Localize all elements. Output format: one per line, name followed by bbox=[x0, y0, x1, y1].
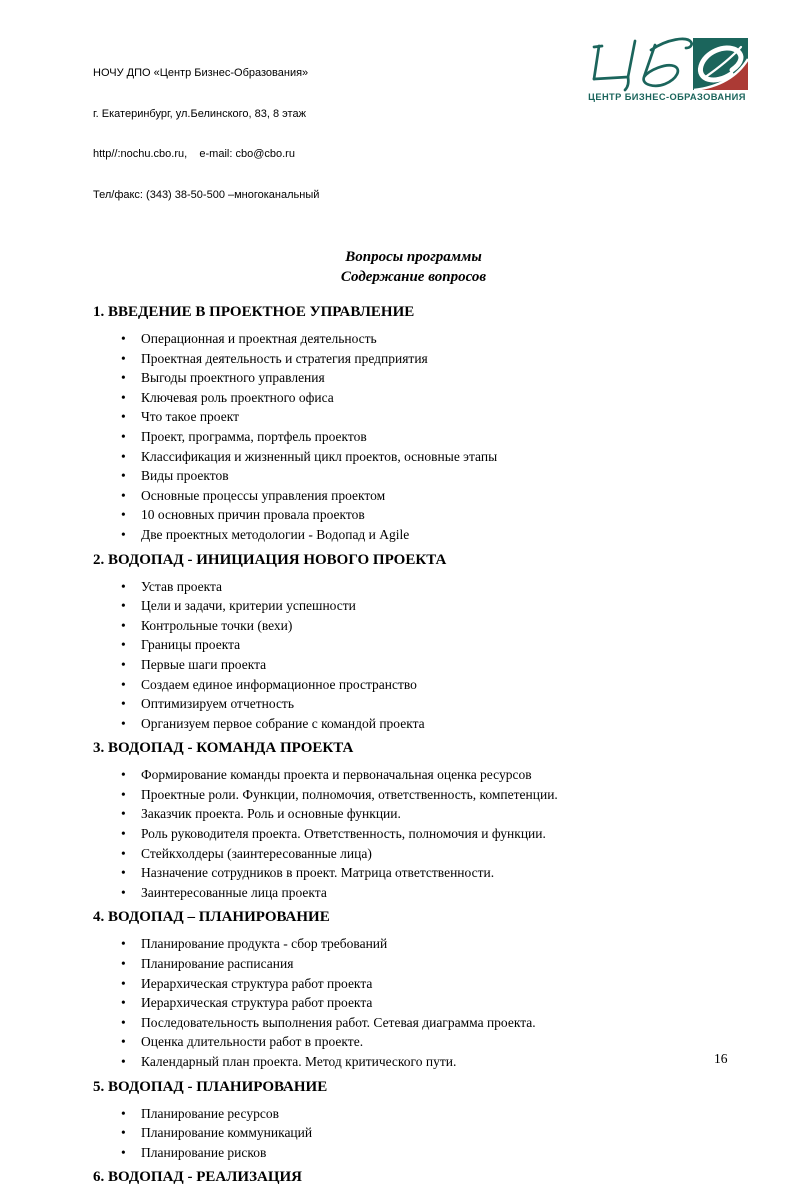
topic-text: Две проектных методологии - Водопад и Agile bbox=[141, 526, 410, 542]
topic-text: Планирование коммуникаций bbox=[141, 1125, 313, 1141]
program-section bbox=[93, 908, 734, 1071]
topic-item bbox=[93, 655, 734, 675]
topic-item bbox=[93, 1013, 734, 1033]
bullet-icon: • bbox=[121, 1014, 126, 1030]
topic-text: Виды проектов bbox=[141, 468, 229, 484]
bullet-icon: • bbox=[121, 331, 126, 346]
title-line-2: Содержание вопросов bbox=[340, 268, 487, 285]
section-topics bbox=[93, 329, 734, 545]
topic-item bbox=[93, 694, 734, 714]
section-topics bbox=[93, 934, 734, 1071]
topic-text: Что такое проект bbox=[141, 409, 239, 425]
bullet-icon: • bbox=[121, 865, 126, 881]
topic-text: Создаем единое информационное пространство bbox=[141, 676, 417, 692]
bullet-icon: • bbox=[121, 428, 126, 444]
document-title bbox=[93, 248, 734, 287]
topic-text: Планирование рисков bbox=[141, 1144, 267, 1160]
bullet-icon: • bbox=[121, 487, 126, 503]
bullet-icon: • bbox=[121, 975, 126, 991]
bullet-icon: • bbox=[121, 656, 126, 672]
topic-item bbox=[93, 407, 734, 427]
bullet-icon: • bbox=[121, 350, 126, 366]
bullet-icon: • bbox=[121, 370, 126, 386]
topic-text: Планирование ресурсов bbox=[141, 1105, 279, 1121]
topic-item bbox=[93, 1104, 734, 1124]
topic-item bbox=[93, 466, 734, 486]
page-number: 16 bbox=[714, 1051, 728, 1066]
company-logo bbox=[583, 33, 751, 102]
topic-text: Ключевая роль проектного офиса bbox=[141, 389, 334, 405]
topic-text: Устав проекта bbox=[141, 578, 223, 594]
topic-item bbox=[93, 993, 734, 1013]
section-heading: 6. ВОДОПАД - РЕАЛИЗАЦИЯ bbox=[93, 1169, 302, 1186]
section-heading: 4. ВОДОПАД – ПЛАНИРОВАНИЕ bbox=[93, 909, 330, 926]
company-address: г. Екатеринбург, ул.Белинского, 83, 8 этаж bbox=[93, 107, 306, 120]
topic-text: Иерархическая структура работ проекта bbox=[141, 975, 373, 991]
topic-text: Границы проекта bbox=[141, 637, 241, 653]
topic-item bbox=[93, 577, 734, 597]
bullet-icon: • bbox=[121, 448, 126, 464]
bullet-icon: • bbox=[121, 696, 126, 712]
topic-item bbox=[93, 616, 734, 636]
bullet-icon: • bbox=[121, 507, 126, 523]
topic-text: Первые шаги проекта bbox=[141, 656, 267, 672]
topic-text: Проект, программа, портфель проектов bbox=[141, 428, 367, 444]
topic-item bbox=[93, 329, 734, 349]
bullet-icon: • bbox=[121, 389, 126, 405]
topic-item bbox=[93, 1143, 734, 1163]
bullet-icon: • bbox=[121, 1105, 126, 1121]
topic-item bbox=[93, 974, 734, 994]
topic-item bbox=[93, 596, 734, 616]
topic-text: Стейкхолдеры (заинтересованные лица) bbox=[141, 845, 372, 861]
section-topics bbox=[93, 765, 734, 902]
letterhead bbox=[93, 40, 746, 229]
company-name: НОЧУ ДПО «Центр Бизнес-Образования» bbox=[93, 67, 309, 79]
topic-item bbox=[93, 486, 734, 506]
topic-item bbox=[93, 785, 734, 805]
topic-text: Последовательность выполнения работ. Сетевая диаграмма проекта. bbox=[141, 1014, 536, 1030]
program-section bbox=[93, 1168, 734, 1187]
company-web-email: http//:nochu.cbo.ru, e-mail: cbo@cbo.ru bbox=[93, 148, 295, 160]
topic-item bbox=[93, 447, 734, 467]
topic-item bbox=[93, 1052, 734, 1072]
topic-text: Роль руководителя проекта. Ответственность, полномочия и функции. bbox=[141, 826, 546, 842]
topic-item bbox=[93, 505, 734, 525]
topic-item bbox=[93, 714, 734, 734]
bullet-icon: • bbox=[121, 676, 126, 692]
logo-caption: ЦЕНТР БИЗНЕС-ОБРАЗОВАНИЯ bbox=[588, 92, 746, 102]
bullet-icon: • bbox=[121, 1144, 126, 1160]
topic-item bbox=[93, 824, 734, 844]
topic-item bbox=[93, 883, 734, 903]
section-heading: 1. ВВЕДЕНИЕ В ПРОЕКТНОЕ УПРАВЛЕНИЕ bbox=[93, 304, 415, 320]
topic-item bbox=[93, 934, 734, 954]
topic-text: Иерархическая структура работ проекта bbox=[141, 995, 373, 1011]
section-heading: 3. ВОДОПАД - КОМАНДА ПРОЕКТА bbox=[93, 740, 354, 757]
topic-text: Планирование продукта - сбор требований bbox=[141, 936, 388, 952]
topic-text: Контрольные точки (вехи) bbox=[141, 617, 293, 633]
section-topics bbox=[93, 1104, 734, 1163]
topic-item bbox=[93, 844, 734, 864]
topic-text: Назначение сотрудников в проект. Матрица ответственности. bbox=[141, 865, 495, 881]
cbo-logo-icon bbox=[583, 33, 751, 91]
topic-text: Календарный план проекта. Метод критического пути. bbox=[141, 1054, 457, 1069]
topic-text: 10 основных причин провала проектов bbox=[141, 507, 365, 523]
topic-text: Организуем первое собрание с командой проекта bbox=[141, 715, 425, 731]
topic-text: Проектная деятельность и стратегия предприятия bbox=[141, 350, 428, 366]
topic-item bbox=[93, 954, 734, 974]
topic-text: Проектные роли. Функции, полномочия, ответственность, компетенции. bbox=[141, 786, 558, 802]
bullet-icon: • bbox=[121, 956, 126, 972]
topic-item bbox=[93, 675, 734, 695]
section-heading: 2. ВОДОПАД - ИНИЦИАЦИЯ НОВОГО ПРОЕКТА bbox=[93, 551, 447, 568]
topic-text: Оценка длительности работ в проекте. bbox=[141, 1034, 364, 1050]
program-section bbox=[93, 739, 734, 902]
bullet-icon: • bbox=[121, 786, 126, 802]
section-topics bbox=[93, 577, 734, 734]
topic-item bbox=[93, 368, 734, 388]
topic-item bbox=[93, 863, 734, 883]
bullet-icon: • bbox=[121, 806, 126, 822]
bullet-icon: • bbox=[121, 936, 126, 952]
topic-item bbox=[93, 525, 734, 545]
topic-item bbox=[93, 388, 734, 408]
program-section bbox=[93, 303, 734, 545]
program-section bbox=[93, 1078, 734, 1163]
topic-text: Операционная и проектная деятельность bbox=[141, 331, 377, 346]
topic-text: Основные процессы управления проектом bbox=[141, 487, 386, 503]
topic-text: Оптимизируем отчетность bbox=[141, 696, 294, 712]
bullet-icon: • bbox=[121, 526, 126, 542]
topic-text: Заинтересованные лица проекта bbox=[141, 884, 327, 900]
bullet-icon: • bbox=[121, 598, 126, 614]
topic-item bbox=[93, 349, 734, 369]
bullet-icon: • bbox=[121, 826, 126, 842]
topic-item bbox=[93, 427, 734, 447]
bullet-icon: • bbox=[121, 409, 126, 425]
bullet-icon: • bbox=[121, 995, 126, 1011]
topic-text: Выгоды проектного управления bbox=[141, 370, 325, 386]
topic-text: Заказчик проекта. Роль и основные функции. bbox=[141, 806, 401, 822]
bullet-icon: • bbox=[121, 767, 126, 783]
bullet-icon: • bbox=[121, 1125, 126, 1141]
topic-item bbox=[93, 804, 734, 824]
bullet-icon: • bbox=[121, 468, 126, 484]
company-phone: Тел/факс: (343) 38-50-500 –многоканальный bbox=[93, 188, 320, 201]
bullet-icon: • bbox=[121, 578, 126, 594]
bullet-icon: • bbox=[121, 1034, 126, 1050]
topic-item bbox=[93, 1032, 734, 1052]
program-section bbox=[93, 551, 734, 734]
bullet-icon: • bbox=[121, 884, 126, 900]
bullet-icon: • bbox=[121, 845, 126, 861]
topic-text: Цели и задачи, критерии успешности bbox=[141, 598, 356, 614]
bullet-icon: • bbox=[121, 1054, 126, 1069]
title-line-1: Вопросы программы bbox=[345, 249, 482, 265]
section-heading: 5. ВОДОПАД - ПЛАНИРОВАНИЕ bbox=[93, 1078, 328, 1095]
topic-text: Классификация и жизненный цикл проектов, основные этапы bbox=[141, 448, 498, 464]
topic-text: Формирование команды проекта и первоначальная оценка ресурсов bbox=[141, 767, 532, 783]
topic-text: Планирование расписания bbox=[141, 956, 294, 972]
bullet-icon: • bbox=[121, 715, 126, 731]
topic-item bbox=[93, 635, 734, 655]
bullet-icon: • bbox=[121, 637, 126, 653]
bullet-icon: • bbox=[121, 617, 126, 633]
topic-item bbox=[93, 765, 734, 785]
topic-item bbox=[93, 1123, 734, 1143]
sections-container bbox=[93, 303, 734, 1187]
